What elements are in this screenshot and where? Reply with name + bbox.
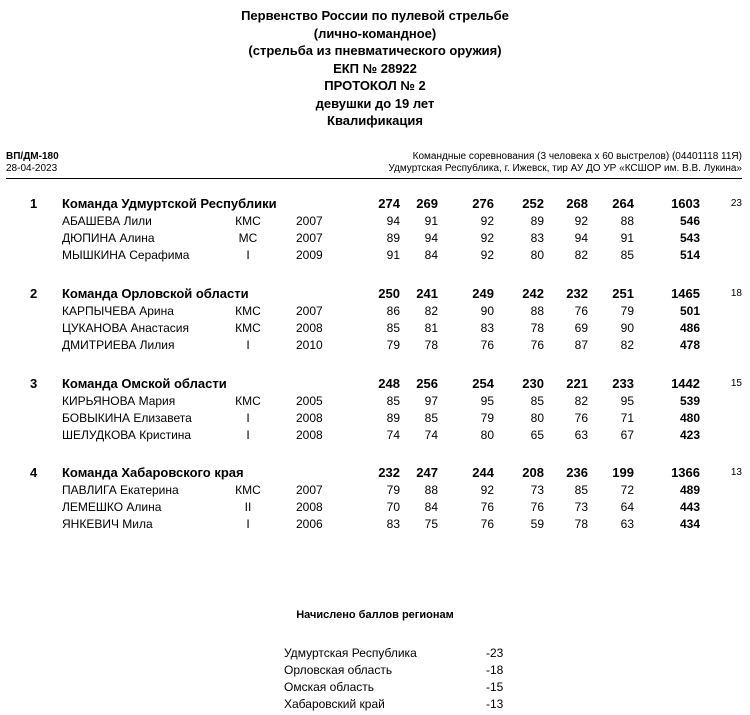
athlete-series-score: 75 <box>424 517 438 531</box>
athlete-row <box>0 213 750 230</box>
athlete-category: I <box>246 411 250 425</box>
event-venue: Удмуртская Республика, г. Ижевск, тир АУ ДО УР «КСШОР им. В.В. Лукина» <box>388 163 742 174</box>
athlete-series-score: 80 <box>530 248 544 262</box>
athlete-row <box>0 320 750 337</box>
athlete-total: 480 <box>679 411 700 425</box>
athlete-series-score: 59 <box>530 517 544 531</box>
team-series-score: 254 <box>472 376 494 391</box>
team-series-score: 232 <box>378 465 400 480</box>
athlete-series-score: 70 <box>386 500 400 514</box>
athlete-name: ЦУКАНОВА Анастасия <box>62 321 189 335</box>
event-date: 28-04-2023 <box>6 163 58 174</box>
team-series-score: 208 <box>522 465 544 480</box>
athlete-name: КИРЬЯНОВА Мария <box>62 394 176 408</box>
athlete-category: I <box>246 248 250 262</box>
athlete-series-score: 85 <box>574 483 588 497</box>
athlete-total: 478 <box>679 338 700 352</box>
athlete-row <box>0 393 750 410</box>
athlete-series-score: 83 <box>386 517 400 531</box>
athlete-series-score: 74 <box>386 428 400 442</box>
athlete-series-score: 82 <box>424 304 438 318</box>
athlete-name: АБАШЕВА Лили <box>62 214 152 228</box>
athlete-series-score: 91 <box>386 248 400 262</box>
athlete-series-score: 76 <box>480 338 494 352</box>
summary-region: Хабаровский край <box>284 697 385 711</box>
athlete-series-score: 76 <box>574 411 588 425</box>
athlete-birth-year: 2010 <box>296 338 323 352</box>
athlete-row <box>0 482 750 499</box>
athlete-series-score: 85 <box>424 411 438 425</box>
team-series-score: 274 <box>378 196 400 211</box>
athlete-birth-year: 2008 <box>296 321 323 335</box>
athlete-series-score: 78 <box>574 517 588 531</box>
athlete-total: 546 <box>679 214 700 228</box>
team-row <box>0 195 750 212</box>
athlete-total: 443 <box>679 500 700 514</box>
athlete-birth-year: 2008 <box>296 411 323 425</box>
athlete-series-score: 85 <box>620 248 634 262</box>
athlete-birth-year: 2006 <box>296 517 323 531</box>
summary-points: -15 <box>486 680 504 694</box>
athlete-total: 501 <box>679 304 700 318</box>
athlete-series-score: 76 <box>530 500 544 514</box>
athlete-birth-year: 2008 <box>296 428 323 442</box>
athlete-birth-year: 2005 <box>296 394 323 408</box>
summary-points: -13 <box>486 697 504 711</box>
athlete-row <box>0 247 750 264</box>
athlete-series-score: 72 <box>620 483 634 497</box>
team-points: 13 <box>730 467 742 478</box>
title-format: (лично-командное) <box>313 25 437 41</box>
athlete-total: 434 <box>679 517 700 531</box>
athlete-name: МЫШКИНА Серафима <box>62 248 190 262</box>
team-row <box>0 375 750 392</box>
athlete-series-score: 82 <box>574 394 588 408</box>
athlete-birth-year: 2007 <box>296 214 323 228</box>
team-points: 23 <box>730 198 742 209</box>
team-series-score: 230 <box>522 376 544 391</box>
team-series-score: 233 <box>612 376 634 391</box>
athlete-series-score: 76 <box>480 500 494 514</box>
athlete-total: 514 <box>679 248 700 262</box>
athlete-name: ДЮПИНА Алина <box>62 231 155 245</box>
athlete-name: ЛЕМЕШКО Алина <box>62 500 162 514</box>
team-row <box>0 285 750 302</box>
athlete-series-score: 76 <box>480 517 494 531</box>
athlete-series-score: 63 <box>574 428 588 442</box>
summary-region: Омская область <box>284 680 375 694</box>
athlete-series-score: 92 <box>480 483 494 497</box>
athlete-series-score: 79 <box>480 411 494 425</box>
team-series-score: 256 <box>416 376 438 391</box>
team-series-score: 241 <box>416 286 438 301</box>
athlete-category: МС <box>238 231 258 245</box>
team-series-score: 276 <box>472 196 494 211</box>
athlete-series-score: 83 <box>530 231 544 245</box>
athlete-series-score: 78 <box>424 338 438 352</box>
athlete-series-score: 80 <box>530 411 544 425</box>
athlete-category: I <box>246 517 250 531</box>
athlete-name: ШЕЛУДКОВА Кристина <box>62 428 192 442</box>
athlete-series-score: 95 <box>620 394 634 408</box>
athlete-series-score: 76 <box>530 338 544 352</box>
athlete-series-score: 82 <box>574 248 588 262</box>
team-series-score: 247 <box>416 465 438 480</box>
athlete-series-score: 87 <box>574 338 588 352</box>
team-rank: 3 <box>30 376 38 391</box>
title-stage: Квалификация <box>327 113 423 128</box>
athlete-series-score: 89 <box>386 411 400 425</box>
athlete-birth-year: 2009 <box>296 248 323 262</box>
athlete-series-score: 85 <box>530 394 544 408</box>
team-rank: 1 <box>30 196 38 211</box>
team-series-score: 221 <box>566 376 588 391</box>
athlete-series-score: 91 <box>424 214 438 228</box>
athlete-birth-year: 2007 <box>296 304 323 318</box>
athlete-series-score: 81 <box>424 321 438 335</box>
athlete-series-score: 63 <box>620 517 634 531</box>
athlete-series-score: 90 <box>480 304 494 318</box>
athlete-total: 486 <box>679 321 700 335</box>
team-rank: 4 <box>30 465 38 480</box>
summary-region: Орловская область <box>284 663 393 677</box>
team-total: 1465 <box>671 286 700 301</box>
athlete-row <box>0 516 750 533</box>
athlete-series-score: 89 <box>530 214 544 228</box>
athlete-series-score: 71 <box>620 411 634 425</box>
athlete-series-score: 85 <box>386 321 400 335</box>
team-series-score: 199 <box>612 465 634 480</box>
team-total: 1603 <box>671 196 700 211</box>
team-series-score: 264 <box>612 196 634 211</box>
team-series-score: 236 <box>566 465 588 480</box>
athlete-category: КМС <box>235 483 261 497</box>
athlete-series-score: 88 <box>530 304 544 318</box>
team-name: Команда Орловской области <box>62 286 249 301</box>
team-series-score: 232 <box>566 286 588 301</box>
athlete-series-score: 86 <box>386 304 400 318</box>
team-total: 1366 <box>671 465 700 480</box>
athlete-series-score: 84 <box>424 500 438 514</box>
athlete-name: ПАВЛИГА Екатерина <box>62 483 179 497</box>
athlete-series-score: 97 <box>424 394 438 408</box>
athlete-category: КМС <box>235 304 261 318</box>
athlete-total: 423 <box>679 428 700 442</box>
athlete-series-score: 79 <box>386 483 400 497</box>
athlete-series-score: 92 <box>480 214 494 228</box>
athlete-category: I <box>246 338 250 352</box>
athlete-total: 539 <box>679 394 700 408</box>
athlete-series-score: 90 <box>620 321 634 335</box>
athlete-birth-year: 2007 <box>296 231 323 245</box>
athlete-row <box>0 303 750 320</box>
team-name: Команда Омской области <box>62 376 227 391</box>
team-series-score: 244 <box>472 465 494 480</box>
event-code: ВП/ДМ-180 <box>6 151 59 162</box>
athlete-series-score: 92 <box>574 214 588 228</box>
athlete-series-score: 85 <box>386 394 400 408</box>
athlete-category: КМС <box>235 321 261 335</box>
athlete-series-score: 67 <box>620 428 634 442</box>
title-ekp: ЕКП № 28922 <box>333 60 417 76</box>
document-header <box>0 7 750 130</box>
athlete-category: КМС <box>235 394 261 408</box>
athlete-total: 489 <box>679 483 700 497</box>
summary-row <box>284 645 524 662</box>
athlete-birth-year: 2007 <box>296 483 323 497</box>
header-divider <box>6 178 742 179</box>
event-competition: Командные соревнования (3 человека х 60 выстрелов) (04401118 11Я) <box>412 151 742 162</box>
athlete-name: ДМИТРИЕВА Лилия <box>62 338 175 352</box>
summary-row <box>284 662 524 679</box>
team-series-score: 249 <box>472 286 494 301</box>
athlete-row <box>0 427 750 444</box>
athlete-series-score: 91 <box>620 231 634 245</box>
athlete-series-score: 73 <box>530 483 544 497</box>
summary-title: Начислено баллов регионам <box>296 609 454 621</box>
athlete-series-score: 69 <box>574 321 588 335</box>
team-rank: 2 <box>30 286 38 301</box>
athlete-series-score: 73 <box>574 500 588 514</box>
team-points: 15 <box>730 378 742 389</box>
athlete-birth-year: 2008 <box>296 500 323 514</box>
athlete-series-score: 78 <box>530 321 544 335</box>
athlete-row <box>0 230 750 247</box>
athlete-series-score: 92 <box>480 248 494 262</box>
athlete-series-score: 84 <box>424 248 438 262</box>
athlete-series-score: 88 <box>424 483 438 497</box>
athlete-series-score: 64 <box>620 500 634 514</box>
summary-row <box>284 679 524 696</box>
athlete-series-score: 94 <box>386 214 400 228</box>
athlete-row <box>0 410 750 427</box>
team-series-score: 269 <box>416 196 438 211</box>
title-category: девушки до 19 лет <box>315 95 435 111</box>
team-points: 18 <box>730 288 742 299</box>
athlete-series-score: 95 <box>480 394 494 408</box>
athlete-series-score: 79 <box>620 304 634 318</box>
summary-points: -18 <box>486 663 504 677</box>
title-protocol: ПРОТОКОЛ № 2 <box>324 78 426 93</box>
athlete-series-score: 83 <box>480 321 494 335</box>
team-series-score: 242 <box>522 286 544 301</box>
athlete-series-score: 79 <box>386 338 400 352</box>
athlete-category: II <box>244 500 252 514</box>
team-series-score: 248 <box>378 376 400 391</box>
team-series-score: 252 <box>522 196 544 211</box>
athlete-total: 543 <box>679 231 700 245</box>
athlete-series-score: 82 <box>620 338 634 352</box>
team-name: Команда Хабаровского края <box>62 465 244 480</box>
athlete-series-score: 94 <box>424 231 438 245</box>
athlete-name: БОВЫКИНА Елизавета <box>62 411 192 425</box>
team-row <box>0 464 750 481</box>
athlete-row <box>0 499 750 516</box>
summary-row <box>284 696 524 713</box>
athlete-series-score: 65 <box>530 428 544 442</box>
team-series-score: 268 <box>566 196 588 211</box>
athlete-series-score: 76 <box>574 304 588 318</box>
team-series-score: 251 <box>612 286 634 301</box>
title-competition: Первенство России по пулевой стрельбе <box>241 8 509 23</box>
athlete-category: КМС <box>235 214 261 228</box>
athlete-row <box>0 337 750 354</box>
athlete-name: ЯНКЕВИЧ Мила <box>62 517 153 531</box>
athlete-series-score: 74 <box>424 428 438 442</box>
athlete-name: КАРПЫЧЕВА Арина <box>62 304 174 318</box>
title-discipline: (стрельба из пневматического оружия) <box>248 43 502 58</box>
athlete-category: I <box>246 428 250 442</box>
athlete-series-score: 89 <box>386 231 400 245</box>
team-name: Команда Удмуртской Республики <box>62 196 277 211</box>
summary-points: -23 <box>486 646 504 660</box>
summary-region: Удмуртская Республика <box>284 646 417 660</box>
athlete-series-score: 80 <box>480 428 494 442</box>
athlete-series-score: 88 <box>620 214 634 228</box>
athlete-series-score: 92 <box>480 231 494 245</box>
team-series-score: 250 <box>378 286 400 301</box>
team-total: 1442 <box>671 376 700 391</box>
athlete-series-score: 94 <box>574 231 588 245</box>
